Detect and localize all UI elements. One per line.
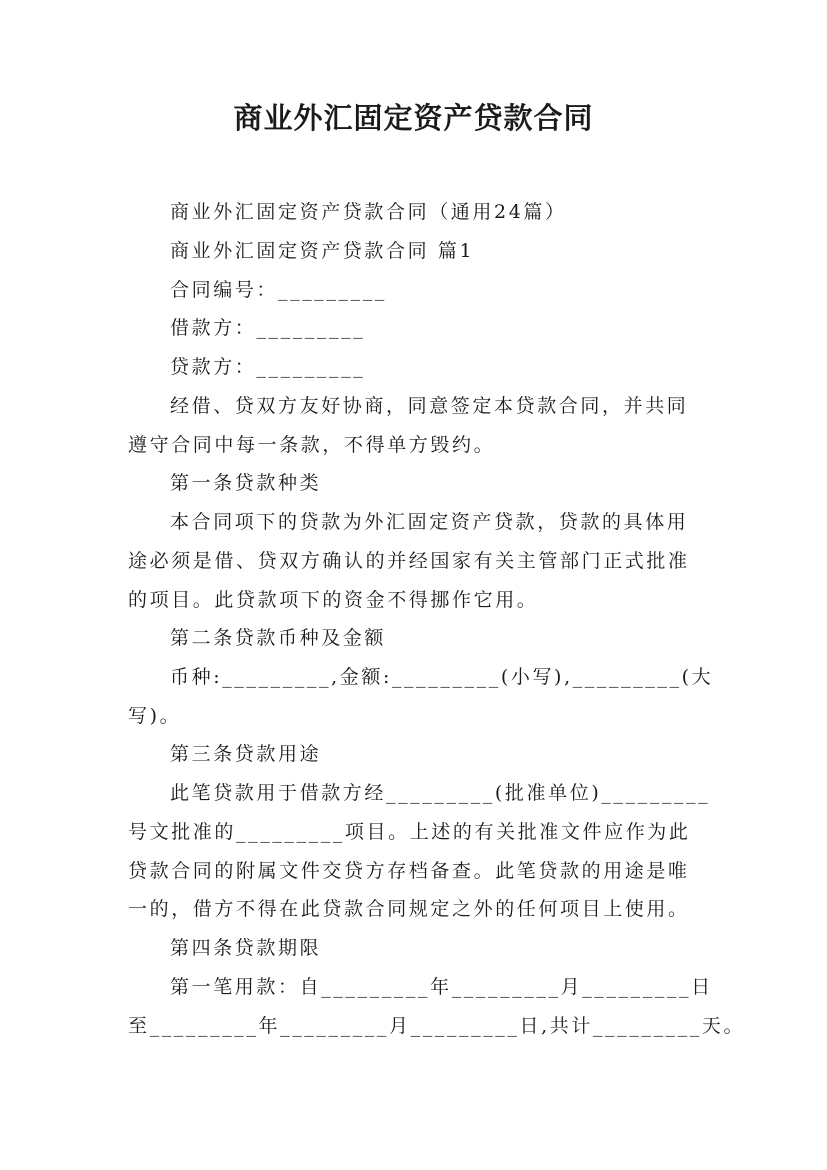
paragraph-line: 本合同项下的贷款为外汇固定资产贷款，贷款的具体用 bbox=[170, 511, 689, 533]
paragraph-line: 写)。 bbox=[128, 705, 182, 727]
lender-line: 贷款方：_________ bbox=[170, 356, 366, 378]
paragraph-line: 第一笔用款：自_________年_________月_________日 bbox=[170, 976, 713, 998]
paragraph-line: 此笔贷款用于借款方经_________(批准单位)_________ bbox=[170, 782, 711, 804]
paragraph-line: 币种:_________,金额:_________(小写),_________(大 bbox=[170, 666, 714, 688]
article-heading: 第二条贷款币种及金额 bbox=[170, 627, 387, 649]
paragraph-line: 一的，借方不得在此贷款合同规定之外的任何项目上使用。 bbox=[128, 898, 690, 920]
paragraph-line: 至_________年_________月_________日,共计_________天。 bbox=[128, 1015, 746, 1037]
section-heading: 商业外汇固定资产贷款合同 篇1 bbox=[170, 240, 475, 262]
paragraph-line: 途必须是借、贷双方确认的并经国家有关主管部门正式批准 bbox=[128, 550, 690, 572]
borrower-line: 借款方：_________ bbox=[170, 317, 366, 339]
contract-number-line: 合同编号：_________ bbox=[170, 279, 387, 301]
article-heading: 第一条贷款种类 bbox=[170, 472, 322, 494]
paragraph-line: 经借、贷双方友好协商，同意签定本贷款合同，并共同 bbox=[170, 395, 689, 417]
paragraph-line: 贷款合同的附属文件交贷方存档备查。此笔贷款的用途是唯 bbox=[128, 860, 690, 882]
article-heading: 第四条贷款期限 bbox=[170, 937, 322, 959]
document-title: 商业外汇固定资产贷款合同 bbox=[233, 101, 594, 135]
subtitle-line: 商业外汇固定资产贷款合同（通用24篇） bbox=[170, 201, 567, 223]
paragraph-line: 的项目。此贷款项下的资金不得挪作它用。 bbox=[128, 589, 539, 611]
article-heading: 第三条贷款用途 bbox=[170, 743, 322, 765]
paragraph-line: 号文批准的_________项目。上述的有关批准文件应作为此 bbox=[128, 821, 691, 843]
paragraph-line: 遵守合同中每一条款，不得单方毁约。 bbox=[128, 434, 496, 456]
